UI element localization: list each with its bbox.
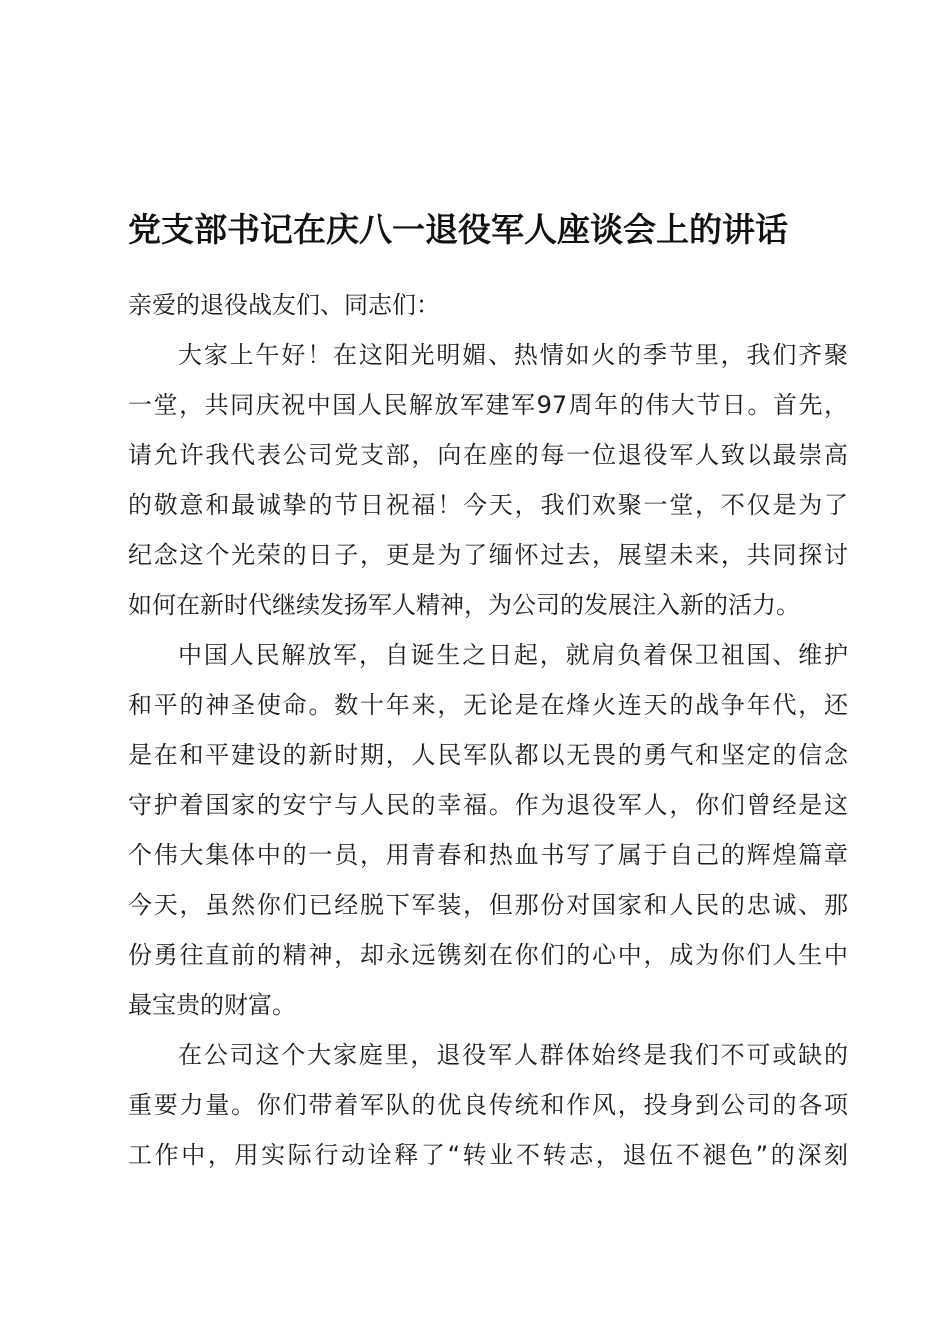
- paragraph-line: 大家上午好！在这阳光明媚、热情如火的季节里，我们齐聚: [178, 341, 848, 369]
- paragraph-line: 中国人民解放军，自诞生之日起，就肩负着保卫祖国、维护: [178, 641, 848, 669]
- paragraph-line: 份勇往直前的精神，却永远镌刻在你们的心中，成为你们人生中: [128, 941, 848, 969]
- paragraph-3: [128, 1030, 848, 1180]
- paragraph-line: 一堂，共同庆祝中国人民解放军建军97周年的伟大节日。首先，: [128, 391, 848, 419]
- paragraph-line: 今天，虽然你们已经脱下军装，但那份对国家和人民的忠诚、那: [128, 891, 848, 919]
- paragraph-line: 的敬意和最诚挚的节日祝福！今天，我们欢聚一堂，不仅是为了: [128, 491, 848, 519]
- paragraph-line: 纪念这个光荣的日子，更是为了缅怀过去，展望未来，共同探讨: [128, 541, 848, 569]
- paragraph-line: 和平的神圣使命。数十年来，无论是在烽火连天的战争年代，还: [128, 691, 848, 719]
- document-body: [128, 280, 848, 1180]
- paragraph-line: 最宝贵的财富。: [128, 991, 296, 1019]
- paragraph-line: 是在和平建设的新时期，人民军队都以无畏的勇气和坚定的信念: [128, 741, 848, 769]
- paragraph-line: 重要力量。你们带着军队的优良传统和作风，投身到公司的各项: [128, 1091, 848, 1119]
- paragraph-line: 如何在新时代继续发扬军人精神，为公司的发展注入新的活力。: [128, 591, 800, 619]
- paragraph-1: [128, 330, 848, 630]
- paragraph-line: 个伟大集体中的一员，用青春和热血书写了属于自己的辉煌篇章: [128, 841, 848, 869]
- paragraph-line: 在公司这个大家庭里，退役军人群体始终是我们不可或缺的: [178, 1041, 848, 1069]
- document-title: 党支部书记在庆八一退役军人座谈会上的讲话: [128, 210, 788, 249]
- salutation: 亲爱的退役战友们、同志们：: [128, 291, 440, 319]
- paragraph-line: 守护着国家的安宁与人民的幸福。作为退役军人，你们曾经是这: [128, 791, 848, 819]
- paragraph-2: [128, 630, 848, 1030]
- paragraph-line: 请允许我代表公司党支部，向在座的每一位退役军人致以最崇高: [128, 441, 848, 469]
- paragraph-line: 工作中，用实际行动诠释了“转业不转志，退伍不褪色”的深刻: [128, 1141, 848, 1169]
